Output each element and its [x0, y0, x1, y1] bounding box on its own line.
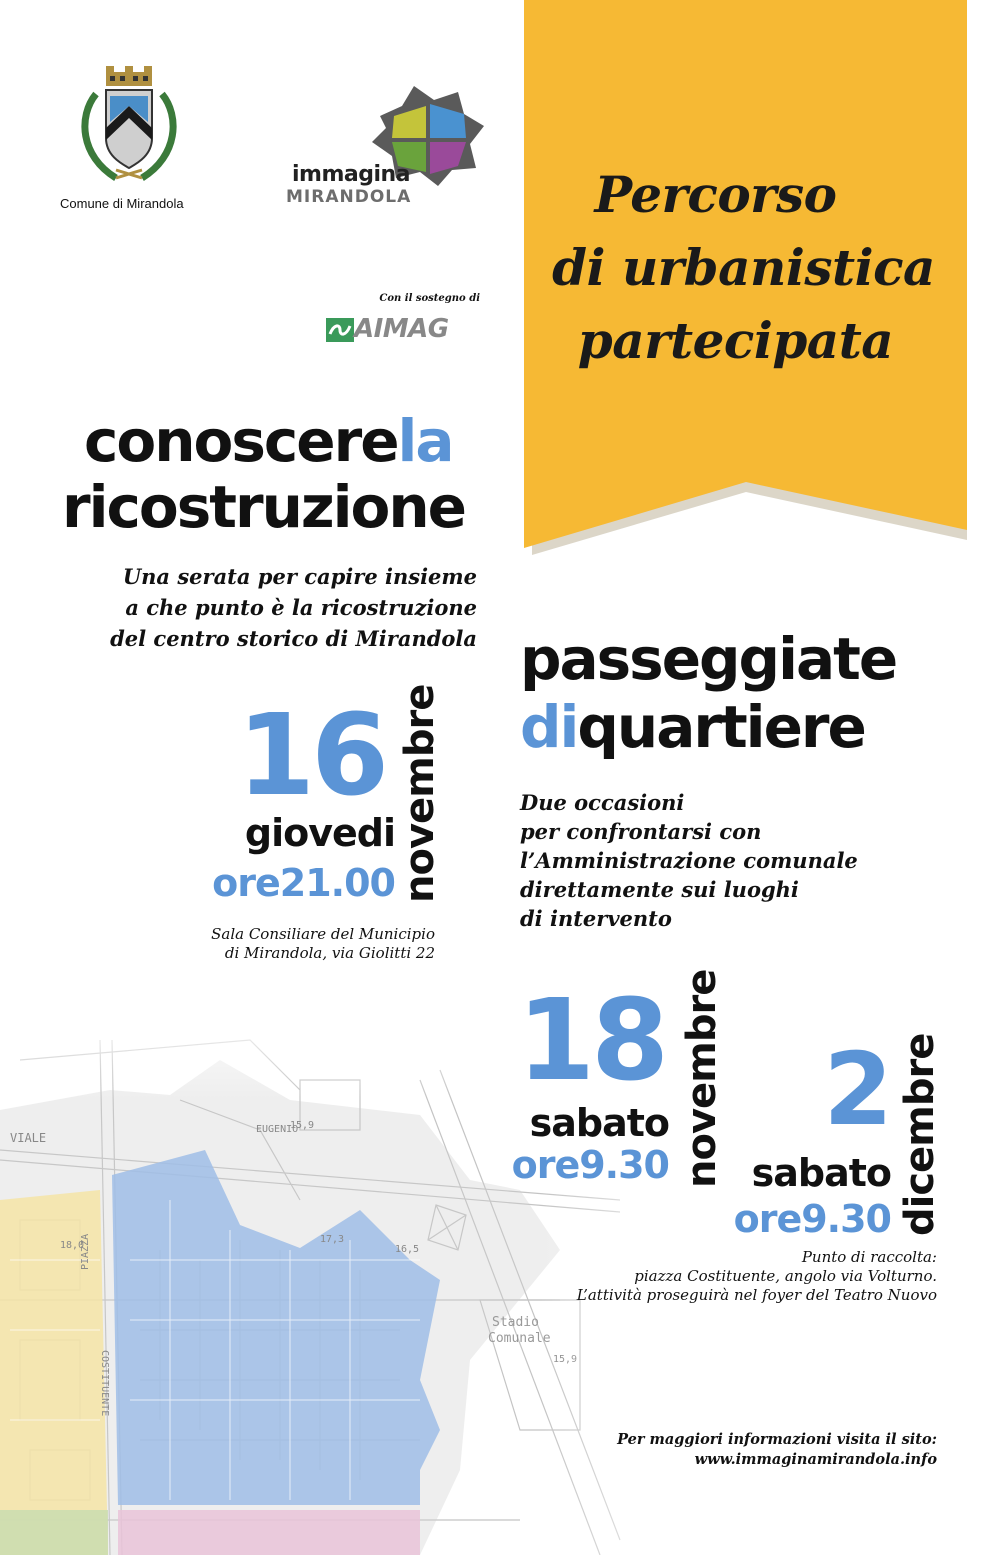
walk1-time-prefix: ore	[511, 1143, 580, 1187]
comune-label: Comune di Mirandola	[60, 196, 184, 211]
event1-time	[212, 861, 395, 905]
event2-title-word-di: di	[520, 693, 578, 761]
event1-title-line1	[84, 407, 453, 475]
event2-title-line2	[520, 693, 865, 761]
event2-description-line: direttamente sui luoghi	[520, 877, 799, 902]
walk2-time	[733, 1197, 891, 1241]
event1-description-line: Una serata per capire insieme	[122, 564, 477, 589]
walk2-time-value: 9.30	[801, 1197, 891, 1241]
event2-title-word-quartiere: quartiere	[577, 693, 865, 761]
immagina-wordmark: immagina	[292, 162, 411, 187]
website-link[interactable]: www.immaginamirandola.info	[694, 1451, 937, 1468]
walk2-day: 2	[823, 1031, 889, 1148]
event1-venue-line: Sala Consiliare del Municipio	[211, 925, 435, 943]
event1-venue	[211, 925, 435, 963]
comune-crest-logo	[76, 66, 182, 190]
banner-line-3: partecipata	[577, 311, 894, 370]
event1-time-value: 21.00	[279, 861, 395, 905]
banner-line-2: di urbanistica	[552, 238, 935, 297]
walk2-month: dicembre	[897, 1033, 943, 1236]
event1-weekday: giovedi	[244, 811, 395, 855]
event1-month: novembre	[397, 684, 443, 903]
event1-description-line: a che punto è la ricostruzione	[125, 595, 477, 620]
footer-info-text: Per maggiori informazioni visita il sito:	[617, 1431, 937, 1448]
banner-line-1: Percorso	[594, 165, 837, 224]
walk2-time-prefix: ore	[733, 1197, 802, 1241]
walk1-day: 18	[517, 976, 665, 1106]
event1-day: 16	[237, 691, 385, 821]
meeting-point-info	[577, 1248, 937, 1305]
mirandola-wordmark: MIRANDOLA	[286, 187, 412, 207]
event1-title-line2: ricostruzione	[62, 473, 465, 541]
footer-info	[617, 1430, 937, 1470]
event1-description-line: del centro storico di Mirandola	[110, 626, 477, 651]
event2-description-line: per confrontarsi con	[520, 819, 762, 844]
support-label: Con il sostegno di	[379, 293, 480, 304]
meeting-point-line: L’attività proseguirà nel foyer del Teatro Nuovo	[576, 1286, 937, 1304]
event2-description-line: l’Amministrazione comunale	[520, 848, 858, 873]
event2-description-line: di intervento	[520, 906, 672, 931]
event1-venue-line: di Mirandola, via Giolitti 22	[224, 944, 435, 962]
walk1-month: novembre	[679, 969, 725, 1188]
walk1-time-value: 9.30	[579, 1143, 669, 1187]
event1-title-word-conoscere: conoscere	[84, 407, 398, 475]
meeting-point-line: piazza Costituente, angolo via Volturno.	[634, 1267, 937, 1285]
banner-text	[524, 0, 967, 560]
walk1-weekday: sabato	[529, 1101, 669, 1145]
meeting-point-line: Punto di raccolta:	[801, 1248, 937, 1266]
event1-description	[110, 561, 477, 654]
event2-title-line1: passeggiate	[520, 625, 897, 693]
event2-description	[520, 788, 858, 933]
aimag-logo-icon	[326, 318, 354, 342]
aimag-wordmark: AIMAG	[354, 314, 449, 344]
walk1-time	[511, 1143, 669, 1187]
event2-description-line: Due occasioni	[520, 790, 685, 815]
event1-title-word-la: la	[397, 407, 453, 475]
event1-time-prefix: ore	[212, 861, 280, 905]
walk2-weekday: sabato	[751, 1151, 891, 1195]
